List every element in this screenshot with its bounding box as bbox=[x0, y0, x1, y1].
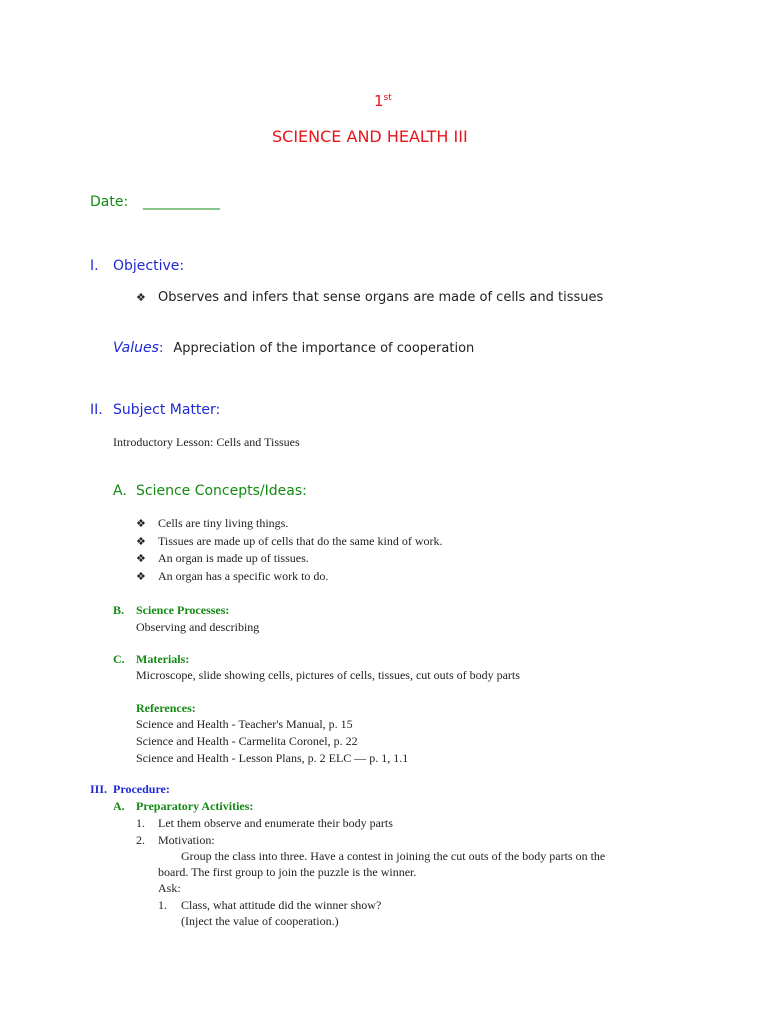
references-heading: References: bbox=[136, 701, 196, 715]
diamond-bullet-icon: ❖ bbox=[136, 518, 146, 530]
list-item: ❖ An organ has a specific work to do. bbox=[136, 569, 329, 583]
processes-heading: Science Processes: bbox=[136, 603, 230, 617]
subject-topic: Introductory Lesson: Cells and Tissues bbox=[113, 435, 300, 449]
diamond-bullet-icon: ❖ bbox=[136, 536, 146, 548]
section-numeral-iii: III. bbox=[90, 782, 108, 796]
question-note: (Inject the value of cooperation.) bbox=[181, 914, 339, 928]
preparatory-letter: A. bbox=[113, 799, 125, 813]
values-label: Values bbox=[113, 340, 159, 356]
list-item: ❖ Tissues are made up of cells that do the same kind of work. bbox=[136, 534, 443, 548]
step-text: Motivation: bbox=[158, 833, 215, 847]
list-item: ❖ An organ is made up of tissues. bbox=[136, 551, 309, 565]
processes-letter: B. bbox=[113, 603, 125, 617]
reference-item: Science and Health - Teacher's Manual, p. 15 bbox=[136, 717, 353, 731]
step-number: 2. bbox=[136, 833, 145, 847]
date-label: Date: bbox=[90, 194, 129, 210]
section-numeral-i: I. bbox=[90, 258, 99, 274]
values-text: Appreciation of the importance of cooperation bbox=[173, 341, 475, 356]
procedure-heading: Procedure: bbox=[113, 782, 170, 796]
preparatory-heading: Preparatory Activities: bbox=[136, 799, 254, 813]
diamond-bullet-icon: ❖ bbox=[136, 291, 146, 304]
values-row: Values: Appreciation of the importance of cooperation bbox=[113, 340, 475, 356]
diamond-bullet-icon: ❖ bbox=[136, 571, 146, 583]
list-item: ❖ Cells are tiny living things. bbox=[136, 516, 289, 530]
concepts-heading: Science Concepts/Ideas: bbox=[136, 483, 307, 499]
motivation-text-line1: Group the class into three. Have a contest in joining the cut outs of the body parts on the bbox=[181, 849, 606, 863]
subject-matter-heading: Subject Matter: bbox=[113, 402, 221, 418]
ask-label: Ask: bbox=[158, 881, 181, 895]
step-number: 1. bbox=[136, 816, 145, 830]
question-text: Class, what attitude did the winner show? bbox=[181, 898, 382, 912]
lesson-number: 1st bbox=[374, 92, 392, 110]
question-number: 1. bbox=[158, 898, 167, 912]
date-blank: ___________ bbox=[143, 194, 220, 210]
diamond-bullet-icon: ❖ bbox=[136, 553, 146, 565]
processes-text: Observing and describing bbox=[136, 620, 260, 634]
motivation-text-line2: board. The first group to join the puzzle is the winner. bbox=[158, 865, 417, 879]
objective-item: ❖ Observes and infers that sense organs are made of cells and tissues bbox=[136, 290, 604, 305]
materials-text: Microscope, slide showing cells, pictures of cells, tissues, cut outs of body parts bbox=[136, 668, 520, 682]
step-text: Let them observe and enumerate their body parts bbox=[158, 816, 393, 830]
section-numeral-ii: II. bbox=[90, 402, 103, 418]
concepts-letter: A. bbox=[113, 483, 127, 499]
objective-heading: Objective: bbox=[113, 258, 185, 274]
reference-item: Science and Health - Lesson Plans, p. 2 ELC — p. 1, 1.1 bbox=[136, 751, 409, 765]
reference-item: Science and Health - Carmelita Coronel, p. 22 bbox=[136, 734, 358, 748]
materials-heading: Materials: bbox=[136, 652, 190, 666]
materials-letter: C. bbox=[113, 652, 125, 666]
page-title: SCIENCE AND HEALTH III bbox=[272, 127, 468, 146]
